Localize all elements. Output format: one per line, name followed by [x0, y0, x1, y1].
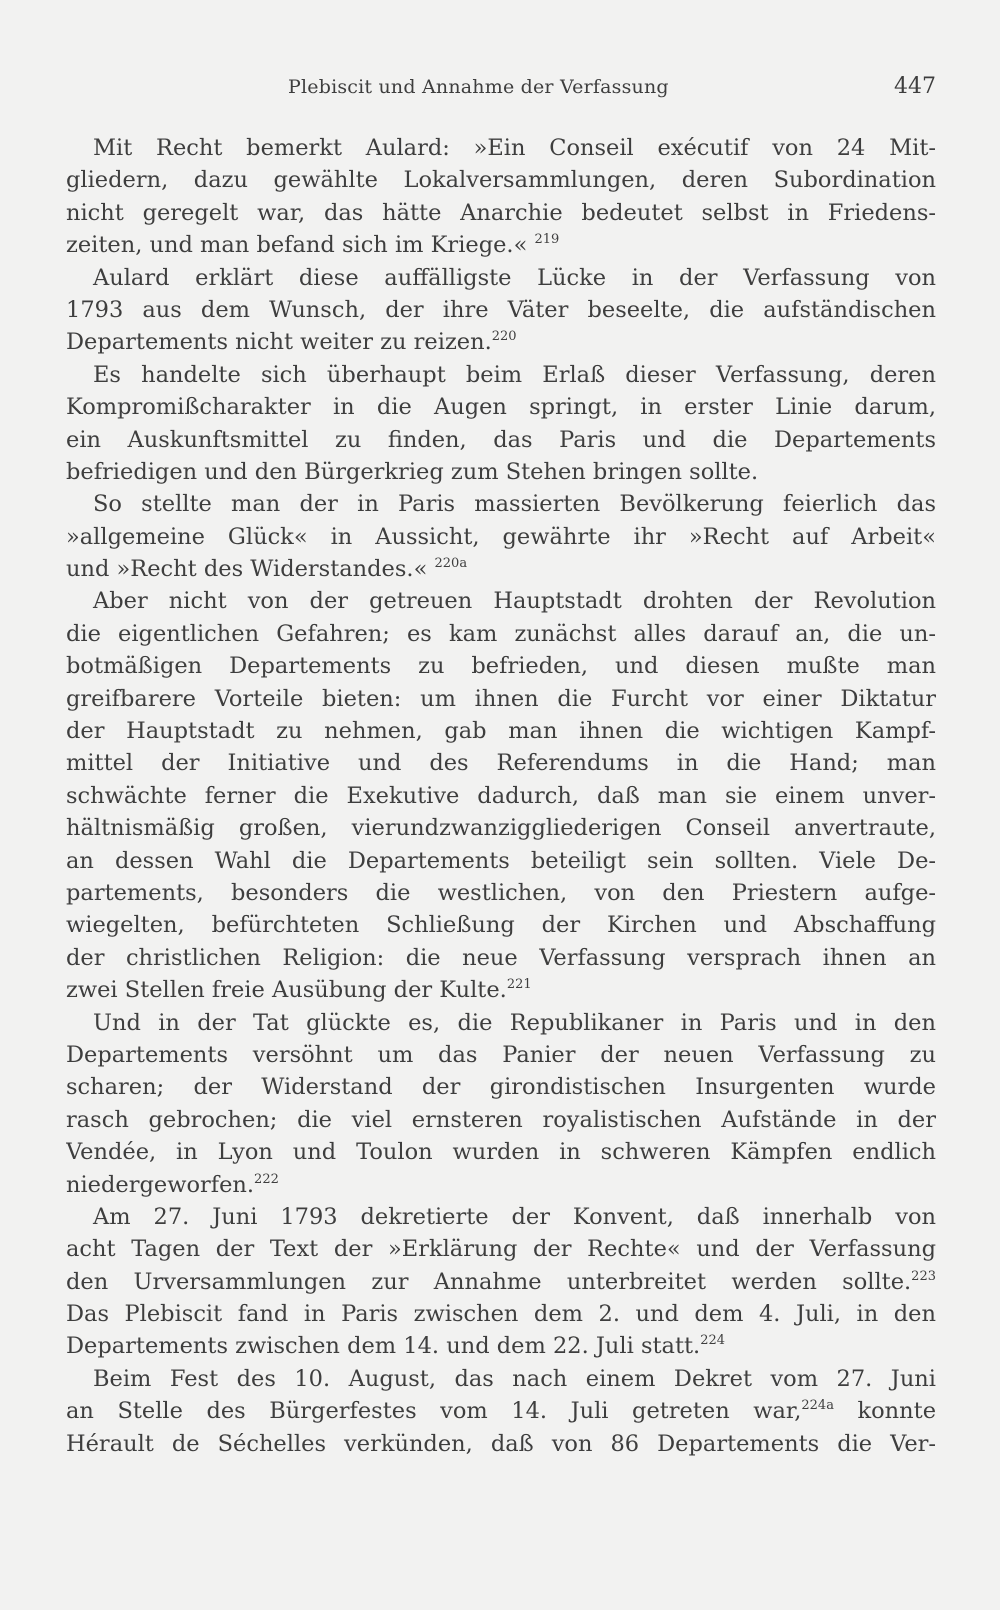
text-line: [66, 1136, 936, 1168]
line-text: zwei Stellen freie Ausübung der Kulte.: [66, 977, 507, 1004]
line-text: greifbarere Vorteile bieten: um ihnen die Furcht vor einer Diktatur: [66, 685, 936, 712]
line-text-tail: konnte: [833, 1398, 936, 1425]
line-text: schwächte ferner die Exekutive dadurch, daß man sie einem unver-: [66, 782, 936, 809]
text-line: [66, 715, 936, 747]
text-line: [66, 488, 936, 520]
text-line: [66, 521, 936, 553]
line-text: »allgemeine Glück« in Aussicht, gewährte ihr »Recht auf Arbeit«: [66, 523, 936, 550]
line-text: ein Auskunftsmittel zu finden, das Paris und die Departements: [66, 426, 936, 453]
line-text: Vendée, in Lyon und Toulon wurden in schweren Kämpfen endlich: [66, 1139, 936, 1166]
line-text: befriedigen und den Bürgerkrieg zum Stehen bringen sollte.: [66, 458, 759, 485]
text-line: [66, 1428, 936, 1460]
text-line: [66, 585, 936, 617]
text-line: [66, 1298, 936, 1330]
text-line: [66, 1201, 936, 1233]
text-line: [66, 456, 936, 488]
line-text: 1793 aus dem Wunsch, der ihre Väter beseelte, die aufständischen: [66, 296, 936, 323]
text-line: [66, 974, 936, 1006]
line-text: wiegelten, befürchteten Schließung der Kirchen und Abschaffung: [66, 912, 936, 939]
text-line: [66, 1363, 936, 1395]
running-head: [66, 76, 936, 106]
footnote-ref: 224a: [801, 1398, 834, 1414]
text-line: [66, 424, 936, 456]
line-text: an Stelle des Bürgerfestes vom 14. Juli getreten war,: [66, 1398, 802, 1425]
line-text: Departements versöhnt um das Panier der neuen Verfassung zu: [66, 1041, 936, 1068]
text-line: [66, 1266, 936, 1298]
text-line: [66, 1104, 936, 1136]
line-text: hältnismäßig großen, vierundzwanziggliederigen Conseil anvertraute,: [66, 815, 936, 842]
text-line: [66, 1007, 936, 1039]
running-title: Plebiscit und Annahme der Verfassung: [288, 76, 669, 98]
text-line: [66, 683, 936, 715]
line-text: Mit Recht bemerkt Aulard: »Ein Conseil exécutif von 24 Mit-: [93, 135, 936, 161]
line-text: gliedern, dazu gewählte Lokalversammlungen, deren Subordination: [66, 167, 936, 194]
line-text: Am 27. Juni 1793 dekretierte der Konvent, daß innerhalb von: [93, 1203, 936, 1230]
text-line: [66, 359, 936, 391]
text-line: [66, 132, 936, 164]
footnote-ref: 220a: [434, 556, 468, 572]
text-line: [66, 1169, 936, 1201]
line-text: scharen; der Widerstand der girondistischen Insurgenten wurde: [66, 1074, 936, 1101]
line-text: acht Tagen der Text der »Erklärung der Rechte« und der Verfassung: [66, 1236, 936, 1263]
text-line: [66, 1071, 936, 1103]
line-text: Kompromißcharakter in die Augen springt, in erster Linie darum,: [66, 394, 936, 421]
line-text: Und in der Tat glückte es, die Republikaner in Paris und in den: [93, 1009, 936, 1036]
text-line: [66, 229, 936, 261]
line-text: niedergeworfen.: [66, 1171, 255, 1198]
page-number: 447: [894, 74, 936, 99]
footnote-ref: 219: [534, 232, 560, 248]
line-text: botmäßigen Departements zu befrieden, und diesen mußte man: [66, 653, 936, 680]
text-line: [66, 747, 936, 779]
line-text: zeiten, und man befand sich im Kriege.«: [66, 232, 535, 259]
footnote-ref: 223: [911, 1268, 936, 1284]
text-line: [66, 650, 936, 682]
line-text: Departements zwischen dem 14. und dem 22. Juli statt.: [66, 1333, 701, 1360]
text-line: [66, 942, 936, 974]
line-text: Aulard erklärt diese auffälligste Lücke in der Verfassung von: [93, 264, 936, 291]
footnote-ref: 221: [506, 977, 532, 993]
text-line: [66, 326, 936, 358]
text-line: [66, 1330, 936, 1362]
footnote-ref: 220: [491, 329, 517, 345]
line-text: Beim Fest des 10. August, das nach einem Dekret vom 27. Juni: [93, 1365, 936, 1392]
text-line: [66, 909, 936, 941]
text-line: [66, 553, 936, 585]
line-text: Departements nicht weiter zu reizen.: [66, 329, 492, 356]
text-line: [66, 845, 936, 877]
text-line: [66, 164, 936, 196]
line-text: Hérault de Séchelles verkünden, daß von 86 Departements die Ver-: [66, 1430, 936, 1457]
text-line: [66, 618, 936, 650]
line-text: die eigentlichen Gefahren; es kam zunächst alles darauf an, die un-: [66, 620, 936, 647]
text-line: [66, 1233, 936, 1265]
text-line: [66, 780, 936, 812]
text-line: [66, 877, 936, 909]
footnote-ref: 224: [700, 1333, 726, 1349]
line-text: rasch gebrochen; die viel ernsteren royalistischen Aufstände in der: [66, 1106, 936, 1133]
text-line: [66, 391, 936, 423]
text-line: [66, 1395, 936, 1427]
line-text: partements, besonders die westlichen, von den Priestern aufge-: [66, 879, 936, 906]
text-line: [66, 197, 936, 229]
line-text: der Hauptstadt zu nehmen, gab man ihnen die wichtigen Kampf-: [66, 718, 936, 745]
text-line: [66, 1039, 936, 1071]
text-line: [66, 262, 936, 294]
text-line: [66, 812, 936, 844]
line-text: Das Plebiscit fand in Paris zwischen dem 2. und dem 4. Juli, in den: [66, 1301, 936, 1328]
footnote-ref: 222: [254, 1171, 279, 1187]
text-line: [66, 294, 936, 326]
line-text: der christlichen Religion: die neue Verfassung versprach ihnen an: [66, 944, 936, 971]
line-text: nicht geregelt war, das hätte Anarchie bedeutet selbst in Friedens-: [66, 199, 936, 226]
line-text: und »Recht des Widerstandes.«: [66, 556, 435, 583]
line-text: den Urversammlungen zur Annahme unterbreitet werden sollte.: [66, 1268, 912, 1295]
body-text: [66, 132, 936, 1460]
line-text: an dessen Wahl die Departements beteiligt sein sollten. Viele De-: [66, 847, 936, 874]
line-text: Aber nicht von der getreuen Hauptstadt drohten der Revolution: [93, 588, 936, 615]
line-text: So stellte man der in Paris massierten Bevölkerung feierlich das: [93, 491, 936, 518]
line-text: Es handelte sich überhaupt beim Erlaß dieser Verfassung, deren: [93, 361, 936, 388]
line-text: mittel der Initiative und des Referendums in die Hand; man: [66, 750, 936, 777]
